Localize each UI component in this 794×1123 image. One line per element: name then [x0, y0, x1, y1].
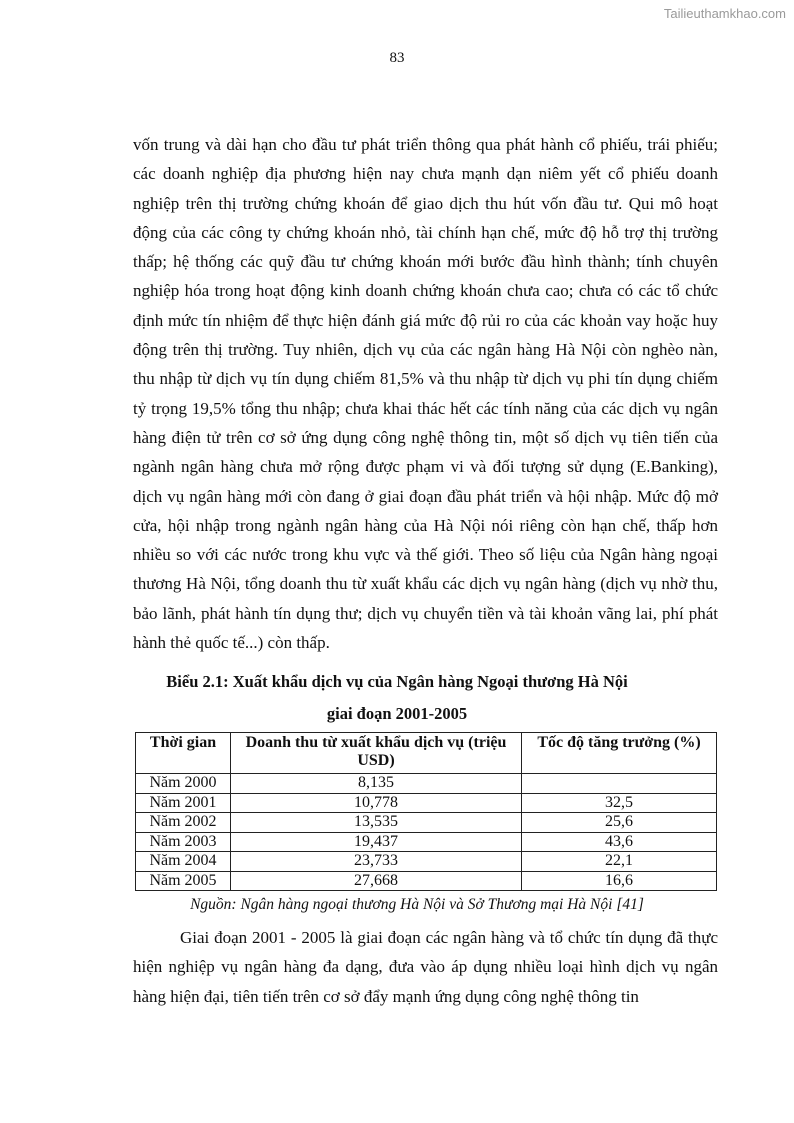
table-header-row — [136, 733, 717, 774]
cell-year: Năm 2000 — [136, 774, 231, 794]
cell-year: Năm 2005 — [136, 871, 231, 891]
cell-revenue: 19,437 — [231, 832, 522, 852]
cell-growth: 22,1 — [522, 852, 717, 872]
cell-growth: 43,6 — [522, 832, 717, 852]
cell-growth: 25,6 — [522, 813, 717, 833]
table-row — [136, 852, 717, 872]
table-row — [136, 774, 717, 794]
cell-revenue: 23,733 — [231, 852, 522, 872]
cell-year: Năm 2003 — [136, 832, 231, 852]
table-subtitle: giai đoạn 2001-2005 — [326, 704, 468, 723]
table-row — [136, 813, 717, 833]
header-growth: Tốc độ tăng trưởng (%) — [522, 733, 717, 774]
cell-year: Năm 2002 — [136, 813, 231, 833]
export-services-table — [135, 732, 717, 891]
header-time: Thời gian — [136, 733, 231, 774]
cell-growth: 16,6 — [522, 871, 717, 891]
cell-revenue: 27,668 — [231, 871, 522, 891]
table-row — [136, 832, 717, 852]
cell-revenue: 10,778 — [231, 793, 522, 813]
body-paragraph-2: Giai đoạn 2001 - 2005 là giai đoạn các ngân hàng và tổ chức tín dụng đã thực hiện nghiệp vụ ngân hàng đa dạng, đưa vào áp dụng nhiều loại hình dịch vụ ngân hàng hiện đại, tiên tiến trên cơ sở đẩy mạnh ứng dụng công nghệ thông tin — [133, 928, 718, 1006]
cell-year: Năm 2001 — [136, 793, 231, 813]
cell-revenue: 13,535 — [231, 813, 522, 833]
cell-revenue: 8,135 — [231, 774, 522, 794]
page-number: 83 — [389, 50, 405, 66]
source-note: Nguồn: Ngân hàng ngoại thương Hà Nội và Sở Thương mại Hà Nội [41] — [190, 896, 644, 913]
table-row — [136, 793, 717, 813]
table-row — [136, 871, 717, 891]
cell-year: Năm 2004 — [136, 852, 231, 872]
watermark: Tailieuthamkhao.com — [663, 6, 786, 21]
table-title: Biểu 2.1: Xuất khẩu dịch vụ của Ngân hàng Ngoại thương Hà Nội — [166, 672, 628, 691]
header-revenue: Doanh thu từ xuất khẩu dịch vụ (triệu USD) — [231, 733, 522, 774]
body-paragraph-1: vốn trung và dài hạn cho đầu tư phát triển thông qua phát hành cổ phiếu, trái phiếu; các doanh nghiệp địa phương hiện nay chưa mạnh dạn niêm yết cổ phiếu doanh nghiệp trên thị trường chứng khoán để giao dịch thu hút vốn đầu tư. Qui mô hoạt động của các công ty chứng khoán nhỏ, tài chính hạn chế, mức độ hỗ trợ thị trường thấp; hệ thống các quỹ đầu tư chứng khoán mới bước đầu hình thành; tính chuyên nghiệp hóa trong hoạt động kinh doanh chứng khoán chưa cao; chưa có các tổ chức định mức tín nhiệm để thực hiện đánh giá mức độ rủi ro của các khoản vay hoặc huy động trên thị trường. Tuy nhiên, dịch vụ của các ngân hàng Hà Nội còn nghèo nàn, thu nhập từ dịch vụ tín dụng chiếm 81,5% và thu nhập từ dịch vụ phi tín dụng chiếm tỷ trọng 19,5% tổng thu nhập; chưa khai thác hết các tính năng của các dịch vụ ngân hàng điện tử trên cơ sở ứng dụng công nghệ thông tin, một số dịch vụ tiên tiến của ngành ngân hàng chưa mở rộng được phạm vi và đối tượng sử dụng (E.Banking), dịch vụ ngân hàng mới còn đang ở giai đoạn đầu phát triển và hội nhập. Mức độ mở cửa, hội nhập trong ngành ngân hàng của Hà Nội nói riêng còn hạn chế, thấp hơn nhiều so với các nước trong khu vực và thế giới. Theo số liệu của Ngân hàng ngoại thương Hà Nội, tổng doanh thu từ xuất khẩu các dịch vụ ngân hàng (dịch vụ nhờ thu, bảo lãnh, phát hành tín dụng thư; dịch vụ chuyển tiền và tài khoản vãng lai, phí phát hành thẻ quốc tế...) còn thấp. — [133, 135, 718, 653]
cell-growth: 32,5 — [522, 793, 717, 813]
cell-growth — [522, 774, 717, 794]
